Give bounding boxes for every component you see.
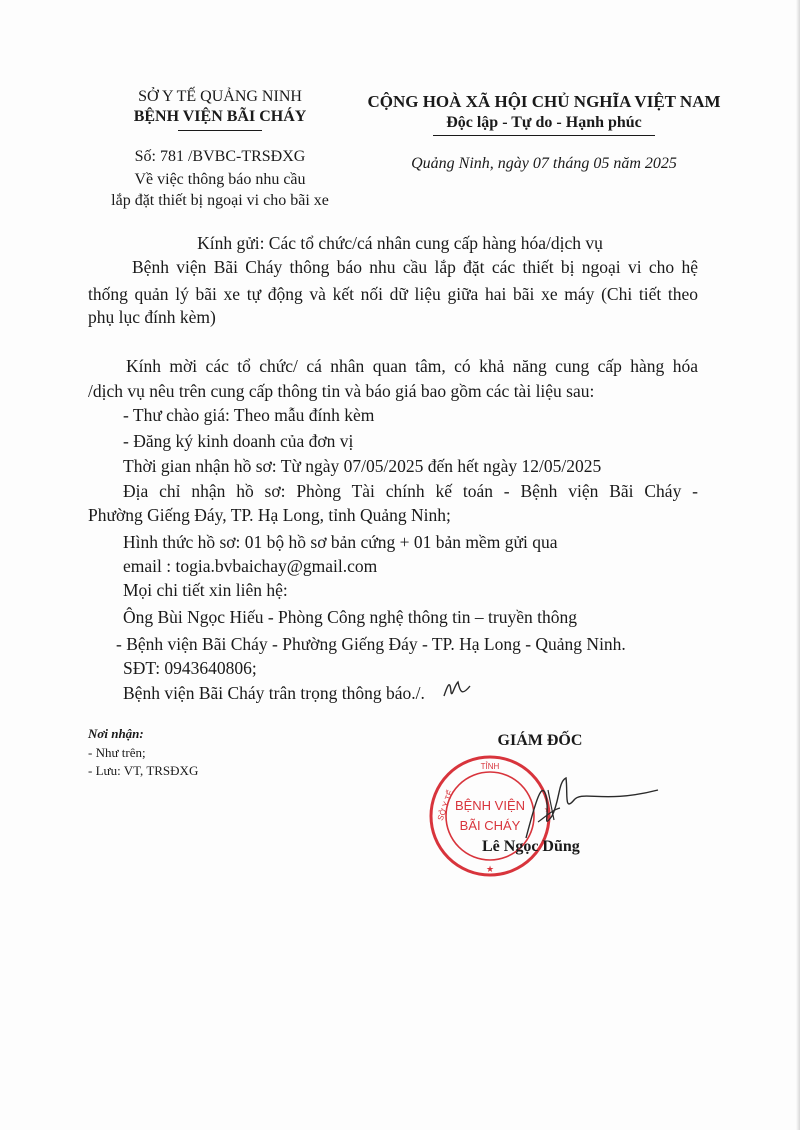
place-and-date: Quảng Ninh, ngày 07 tháng 05 năm 2025: [411, 155, 677, 172]
paragraph-2-line-2: /dịch vụ nêu trên cung cấp thông tin và báo giá bao gồm các tài liệu sau:: [88, 381, 595, 401]
stamp-line-1: BỆNH VIỆN: [454, 798, 526, 813]
svg-text:★: ★: [485, 864, 495, 874]
director-name: Lê Ngọc Dũng: [482, 838, 580, 855]
nation-title: CỘNG HOÀ XÃ HỘI CHỦ NGHĨA VIỆT NAM: [367, 92, 721, 111]
contact-person: Ông Bùi Ngọc Hiếu - Phòng Công nghệ thông tin – truyền thông: [123, 607, 578, 627]
paragraph-2-line-1: Kính mời các tổ chức/ cá nhân quan tâm, có khả năng cung cấp hàng hóa: [126, 356, 698, 376]
contact-address: - Bệnh viện Bãi Cháy - Phường Giếng Đáy - TP. Hạ Long - Quảng Ninh.: [116, 634, 626, 654]
paragraph-1-line-1: Bệnh viện Bãi Cháy thông báo nhu cầu lắp đặt các thiết bị ngoại vi cho hệ: [132, 257, 698, 277]
submission-time: Thời gian nhận hồ sơ: Từ ngày 07/05/2025 đến hết ngày 12/05/2025: [123, 456, 602, 476]
stamp-line-2: BÃI CHÁY: [459, 818, 521, 833]
list-item-quotation: - Thư chào giá: Theo mẫu đính kèm: [123, 405, 375, 425]
department-name: SỞ Y TẾ QUẢNG NINH: [138, 88, 302, 105]
svg-text:★: ★: [544, 805, 552, 814]
closing-line: Bệnh viện Bãi Cháy trân trọng thông báo./.: [123, 683, 425, 703]
subject-line-1: Về việc thông báo nhu cầu: [134, 171, 306, 188]
contact-phone: SĐT: 0943640806;: [123, 658, 257, 678]
national-motto: Độc lập - Tự do - Hạnh phúc: [446, 114, 642, 131]
scan-edge: [796, 0, 800, 1130]
hospital-name: BỆNH VIỆN BÃI CHÁY: [133, 108, 307, 125]
motto-underline: [433, 135, 655, 136]
contact-email: email : togia.bvbaichay@gmail.com: [123, 556, 378, 576]
address-line-1: Địa chỉ nhận hồ sơ: Phòng Tài chính kế toán - Bệnh viện Bãi Cháy -: [123, 481, 698, 501]
address-line-2: Phường Giếng Đáy, TP. Hạ Long, tỉnh Quảng Ninh;: [88, 505, 451, 525]
recipient-item-2: - Lưu: VT, TRSĐXG: [88, 763, 199, 778]
recipient-line: Kính gửi: Các tổ chức/cá nhân cung cấp hàng hóa/dịch vụ: [197, 233, 603, 253]
recipients-label: Nơi nhận:: [88, 726, 144, 741]
recipient-item-1: - Như trên;: [88, 745, 146, 760]
director-title: GIÁM ĐỐC: [497, 732, 583, 749]
hospital-underline: [178, 130, 262, 131]
document-number: Số: 781 /BVBC-TRSĐXG: [134, 148, 306, 165]
subject-line-2: lắp đặt thiết bị ngoại vi cho bãi xe: [111, 192, 329, 209]
paragraph-1-line-2: thống quản lý bãi xe tự động và kết nối dữ liệu giữa hai bãi xe máy (Chi tiết theo: [88, 284, 698, 304]
submission-form: Hình thức hồ sơ: 01 bộ hồ sơ bản cứng + 01 bản mềm gửi qua: [123, 532, 558, 552]
stamp-ring-left: SỞ Y TẾ: [435, 788, 456, 822]
contact-intro: Mọi chi tiết xin liên hệ:: [123, 580, 288, 600]
initial-mark-icon: [440, 676, 480, 704]
paragraph-1-line-3: phụ lục đính kèm): [88, 307, 216, 327]
stamp-ring-top: TỈNH: [480, 762, 500, 771]
list-item-business-registration: - Đăng ký kinh doanh của đơn vị: [123, 431, 354, 451]
